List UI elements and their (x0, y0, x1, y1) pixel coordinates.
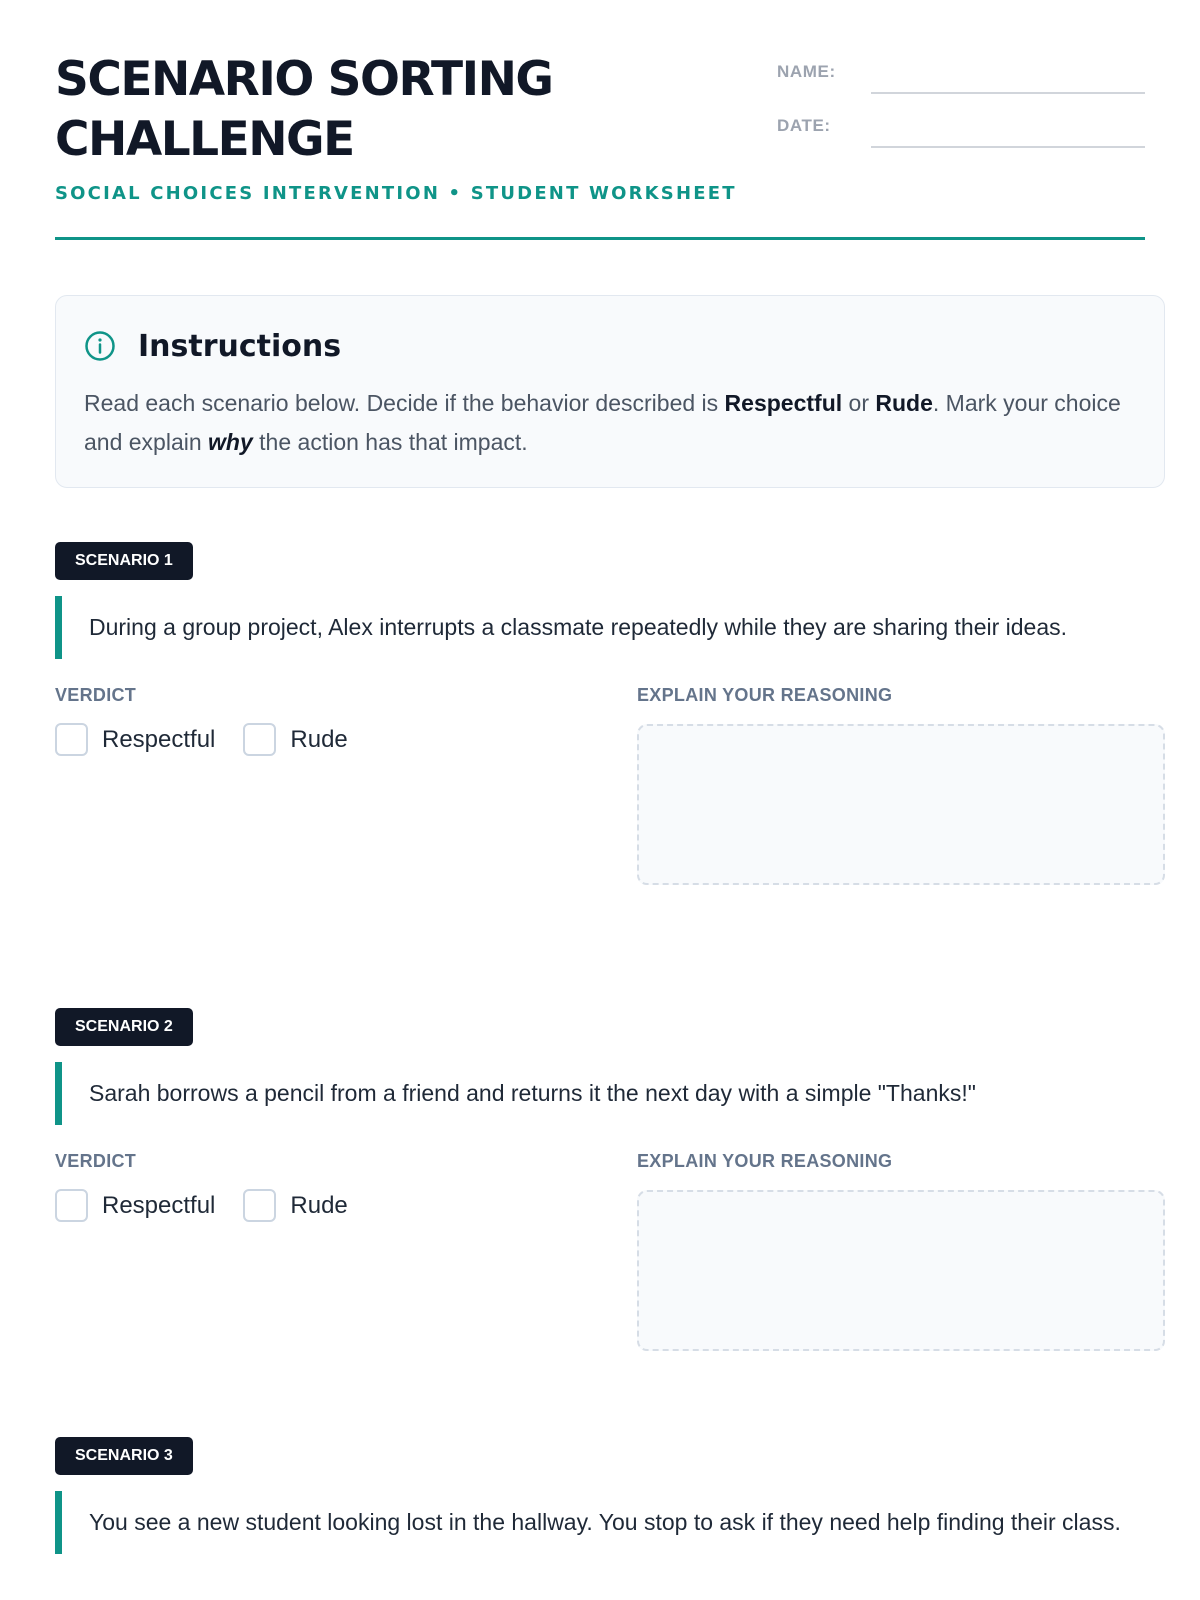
respectful-option[interactable] (55, 1189, 215, 1222)
respectful-option[interactable] (55, 723, 215, 756)
scenario-card (55, 1437, 1165, 1554)
rude-option-label: Rude (290, 1191, 348, 1219)
scenario-card (55, 542, 1165, 885)
scenario-text: Sarah borrows a pencil from a friend and returns it the next day with a simple "Thanks!" (55, 1062, 1165, 1125)
scenario-text: During a group project, Alex interrupts a classmate repeatedly while they are sharing their ideas. (55, 596, 1165, 659)
reasoning-label: EXPLAIN YOUR REASONING (637, 1151, 893, 1171)
scenario-text: You see a new student looking lost in the hallway. You stop to ask if they need help finding their class. (55, 1491, 1165, 1554)
respectful-checkbox[interactable] (55, 723, 88, 756)
name-field[interactable] (777, 58, 1145, 88)
instructions-box (55, 295, 1165, 488)
respectful-option-label: Respectful (102, 1191, 216, 1219)
reasoning-box[interactable] (637, 1190, 1165, 1351)
worksheet-header (55, 0, 1145, 240)
respectful-checkbox[interactable] (55, 1189, 88, 1222)
page-title: SCENARIO SORTING CHALLENGE (55, 52, 553, 167)
name-label: NAME: (777, 62, 836, 81)
scenario-badge: SCENARIO 1 (55, 542, 193, 580)
verdict-options (55, 723, 376, 756)
rude-option[interactable] (243, 1189, 347, 1222)
rude-checkbox[interactable] (243, 723, 276, 756)
scenario-badge: SCENARIO 2 (55, 1008, 193, 1046)
rude-checkbox[interactable] (243, 1189, 276, 1222)
answer-row (55, 1151, 1165, 1351)
date-label: DATE: (777, 116, 831, 135)
name-line[interactable] (871, 92, 1145, 94)
instructions-text-part: Read each scenario below. Decide if the behavior described is (84, 390, 725, 416)
instructions-rude-term: Rude (875, 390, 933, 416)
reasoning-label: EXPLAIN YOUR REASONING (637, 685, 893, 705)
instructions-text-part: or (842, 390, 876, 416)
rude-option[interactable] (243, 723, 347, 756)
instructions-why-emphasis: why (208, 429, 253, 455)
reasoning-box[interactable] (637, 724, 1165, 885)
instructions-text-part: the action has that impact. (252, 429, 528, 455)
answer-row (55, 685, 1165, 885)
instructions-title: Instructions (138, 328, 342, 364)
rude-option-label: Rude (290, 725, 348, 753)
instructions-text (84, 384, 1136, 462)
respectful-option-label: Respectful (102, 725, 216, 753)
verdict-label: VERDICT (55, 1151, 137, 1171)
scenario-card (55, 1008, 1165, 1351)
instructions-respectful-term: Respectful (724, 390, 843, 416)
verdict-label: VERDICT (55, 685, 137, 705)
date-field[interactable] (777, 112, 1145, 142)
verdict-options (55, 1189, 376, 1222)
instructions-text-part: . Mark your choice and explain (84, 390, 1121, 455)
page-subtitle: SOCIAL CHOICES INTERVENTION • STUDENT WORKSHEET (55, 183, 737, 204)
scenario-badge: SCENARIO 3 (55, 1437, 193, 1475)
instructions-header (84, 326, 1136, 366)
info-icon (84, 330, 116, 362)
date-line[interactable] (871, 146, 1145, 148)
